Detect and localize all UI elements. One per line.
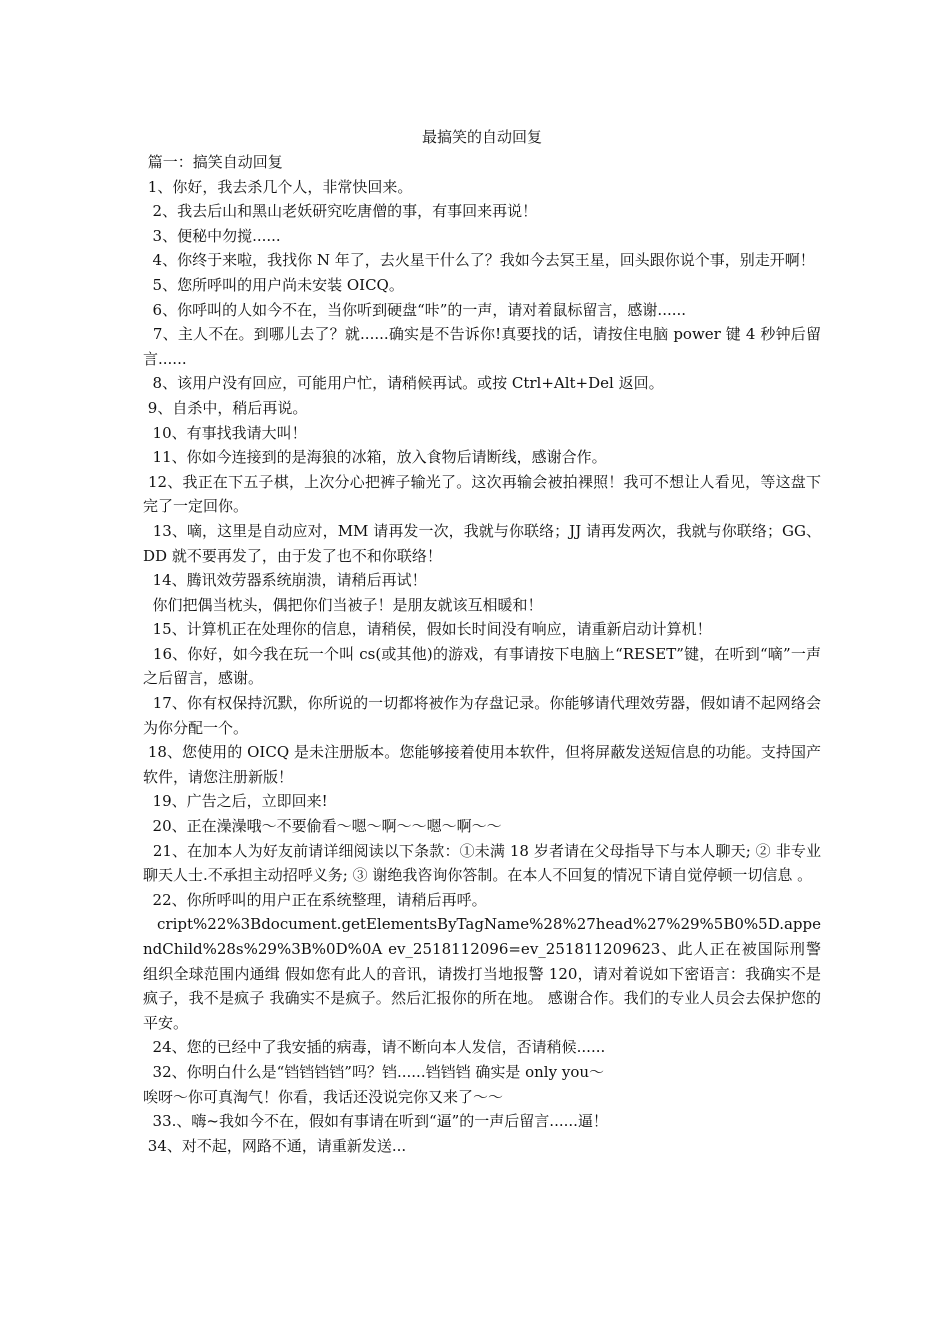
paragraph: 32、你明白什么是“铛铛铛铛”吗？铛......铛铛铛 确实是 only you～ (143, 1062, 605, 1081)
paragraph: 你们把偶当枕头，偶把你们当被子！是朋友就该互相暖和！ (143, 595, 543, 614)
paragraph: 3、便秘中勿搅...... (143, 226, 281, 245)
document-page (143, 124, 821, 1158)
paragraph: 33.、嗨~我如今不在，假如有事请在听到“逼”的一声后留言......逼！ (143, 1112, 608, 1131)
paragraph: 15、计算机正在处理你的信息，请稍侯，假如长时间没有响应，请重新启动计算机！ (143, 620, 712, 639)
paragraph: 16、你好，如今我在玩一个叫 cs(或其他)的游戏，有事请按下电脑上“RESET”键，在听到“嘀”一声之后留言，感谢。 (143, 644, 822, 688)
paragraph: 5、您所呼叫的用户尚未安装 OICQ。 (143, 275, 404, 294)
paragraph: 18、您使用的 OICQ 是未注册版本。您能够接着使用本软件，但将屏蔽发送短信息的功能。支持国产软件，请您注册新版！ (143, 743, 822, 786)
paragraph: 34、对不起，网路不通，请重新发送... (143, 1136, 407, 1155)
paragraph: 1、你好，我去杀几个人，非常快回来。 (143, 177, 413, 196)
paragraph: 篇一：搞笑自动回复 (143, 153, 283, 171)
paragraph: 9、自杀中，稍后再说。 (143, 398, 308, 417)
paragraph: 17、你有权保持沉默，你所说的一切都将被作为存盘记录。你能够请代理效劳器，假如请不起网络会为你分配一个。 (143, 694, 821, 737)
paragraph: 11、你如今连接到的是海狼的冰箱，放入食物后请断线，感谢合作。 (143, 448, 607, 467)
paragraph: 13、嘀，这里是自动应对，MM 请再发一次，我就与你联络；JJ 请再发两次，我就与你联络；GG、DD 就不要再发了，由于发了也不和你联络！ (143, 521, 821, 565)
paragraph: 7、主人不在。到哪儿去了？就......确实是不告诉你!真要找的话，请按住电脑 power 键 4 秒钟后留言...... (143, 325, 821, 368)
paragraph: 21、在加本人为好友前请详细阅读以下条款：①未满 18 岁者请在父母指导下与本人聊天; ② 非专业聊天人士.不承担主动招呼义务; ③ 谢绝我咨询你答制。在本人不回复的情况下请自觉停顿一切信息 。 (143, 841, 821, 885)
paragraph: 19、广告之后，立即回来! (143, 792, 328, 811)
paragraph: 4、你终于来啦，我找你 N 年了，去火星干什么了？我如今去冥王星，回头跟你说个事，别走开啊！ (143, 251, 815, 270)
document-body (143, 150, 821, 1158)
paragraph: 20、正在澡澡哦～不要偷看～嗯～啊～～嗯～啊～～ (143, 817, 502, 836)
paragraph: cript%22%3Bdocument.getElementsByTagName%28%27head%27%29%5B0%5D.appendChild%28s%29%3B%0D%0A ev_2518112096=ev_251811209623、此人正在被国际刑警组织全球范围内通缉 假如您有此人的音讯，请拨打当地报警 120，请对着说如下密语言：我确实不是疯子，我不是疯子 我确实不是疯子。然后汇报你的所在地。 感谢合作。我们的专业人员会去保护您的平安。 (143, 915, 821, 1032)
paragraph: 12、我正在下五子棋，上次分心把裤子输光了。这次再输会被拍裸照！我可不想让人看见，等这盘下完了一定回你。 (143, 472, 821, 516)
paragraph: 24、您的已经中了我安插的病毒，请不断向本人发信，否请稍候...... (143, 1038, 606, 1057)
paragraph: 10、有事找我请大叫！ (143, 423, 307, 442)
paragraph: 22、你所呼叫的用户正在系统整理，请稍后再呼。 (143, 890, 487, 909)
paragraph: 8、该用户没有回应，可能用户忙，请稍候再试。或按 Ctrl+Alt+Del 返回。 (143, 374, 664, 393)
paragraph: 6、你呼叫的人如今不在，当你听到硬盘“咔”的一声，请对着鼠标留言，感谢...... (143, 300, 687, 319)
paragraph: 2、我去后山和黑山老妖研究吃唐僧的事，有事回来再说！ (143, 202, 538, 221)
document-title: 最搞笑的自动回复 (421, 128, 542, 146)
paragraph: 唉呀～你可真淘气！你看，我话还没说完你又来了～～ (143, 1087, 504, 1106)
paragraph: 14、腾讯效劳器系统崩溃，请稍后再试！ (143, 571, 427, 590)
